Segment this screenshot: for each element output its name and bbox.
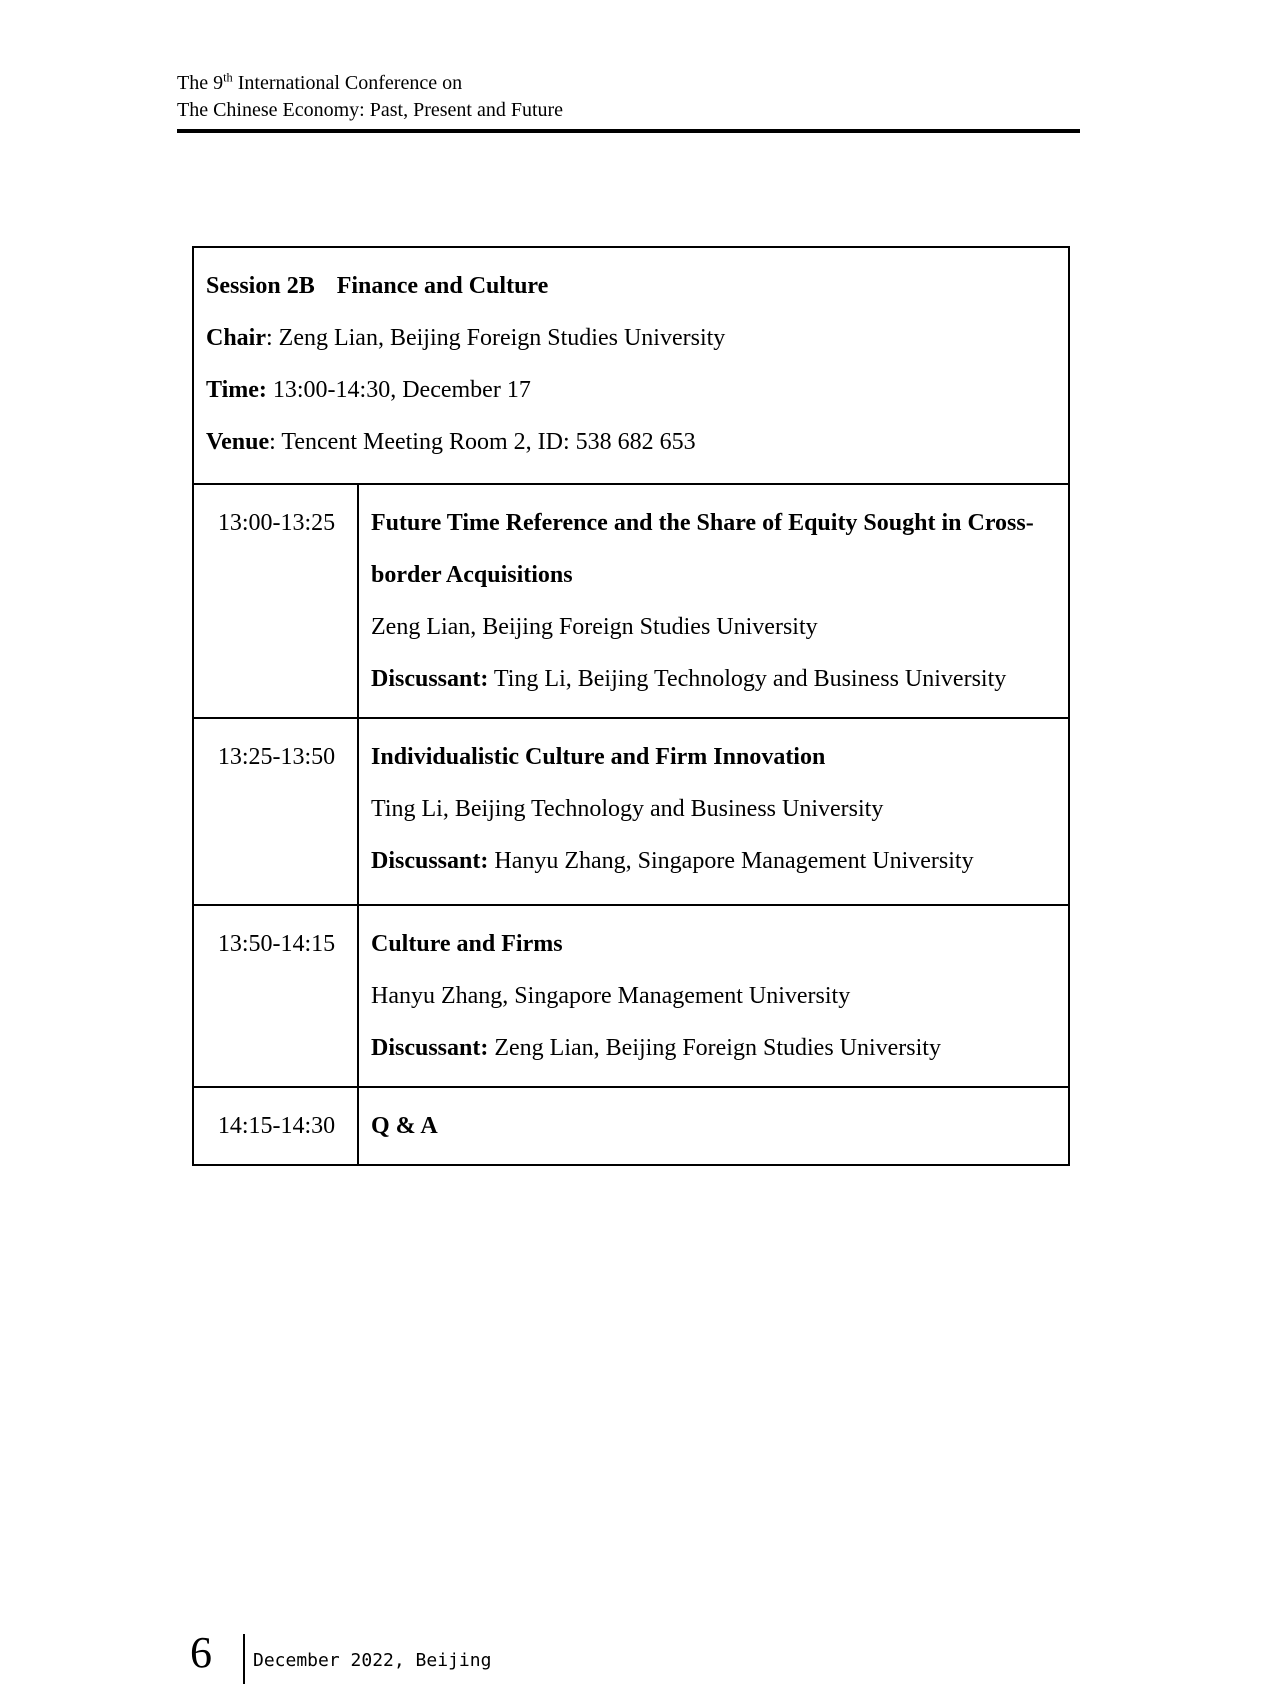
discussant-line <box>371 1022 1058 1074</box>
discussant-name: Zeng Lian, Beijing Foreign Studies University <box>488 1035 941 1061</box>
chair-value: : Zeng Lian, Beijing Foreign Studies University <box>266 325 726 351</box>
schedule-row <box>193 718 1069 905</box>
time-slot: 13:25-13:50 <box>193 718 358 905</box>
paper-title: Individualistic Culture and Firm Innovation <box>371 744 826 770</box>
session-info-row <box>193 247 1069 484</box>
session-time <box>206 364 1058 416</box>
chair-label: Chair <box>206 325 266 351</box>
venue-value: : Tencent Meeting Room 2, ID: 538 682 653 <box>269 429 696 455</box>
venue-label: Venue <box>206 429 270 455</box>
paper-title: Future Time Reference and the Share of Equity Sought in Cross-border Acquisitions <box>371 510 1034 588</box>
footer-divider <box>243 1634 245 1684</box>
time-slot: 14:15-14:30 <box>193 1087 358 1165</box>
footer-text: December 2022, Beijing <box>253 1650 492 1671</box>
ordinal-superscript: th <box>223 70 233 85</box>
discussant-name: Ting Li, Beijing Technology and Business University <box>488 666 1007 692</box>
time-slot: 13:50-14:15 <box>193 905 358 1087</box>
session-chair <box>206 312 1058 364</box>
session-table <box>192 246 1070 1166</box>
presentation-cell <box>358 484 1069 718</box>
session-info-cell <box>193 247 1069 484</box>
discussant-name: Hanyu Zhang, Singapore Management University <box>488 848 974 874</box>
time-label: Time: <box>206 377 267 403</box>
qa-cell: Q & A <box>358 1087 1069 1165</box>
schedule-row <box>193 484 1069 718</box>
presenter: Hanyu Zhang, Singapore Management University <box>371 983 851 1009</box>
session-title: Finance and Culture <box>336 273 549 299</box>
discussant-line <box>371 653 1058 705</box>
discussant-label: Discussant: <box>371 1035 489 1061</box>
schedule-row <box>193 905 1069 1087</box>
conference-title-line2: The Chinese Economy: Past, Present and Future <box>177 99 564 121</box>
page-header <box>177 70 1080 133</box>
presenter: Ting Li, Beijing Technology and Business University <box>371 796 884 822</box>
conference-title-prefix: The 9 <box>177 72 224 94</box>
schedule-row <box>193 1087 1069 1165</box>
time-slot: 13:00-13:25 <box>193 484 358 718</box>
session-venue <box>206 416 1058 468</box>
conference-title-rest: International Conference on <box>232 72 463 94</box>
page-number: 6 <box>190 1628 212 1677</box>
discussant-line <box>371 835 1058 887</box>
presentation-cell <box>358 718 1069 905</box>
discussant-label: Discussant: <box>371 666 489 692</box>
presentation-cell <box>358 905 1069 1087</box>
conference-title-line1 <box>177 70 1080 97</box>
presenter: Zeng Lian, Beijing Foreign Studies University <box>371 614 818 640</box>
page-footer <box>190 1628 491 1684</box>
discussant-label: Discussant: <box>371 848 489 874</box>
paper-title: Culture and Firms <box>371 931 563 957</box>
time-value: 13:00-14:30, December 17 <box>266 377 531 403</box>
session-heading <box>206 260 1058 312</box>
session-label: Session 2B <box>206 273 315 299</box>
